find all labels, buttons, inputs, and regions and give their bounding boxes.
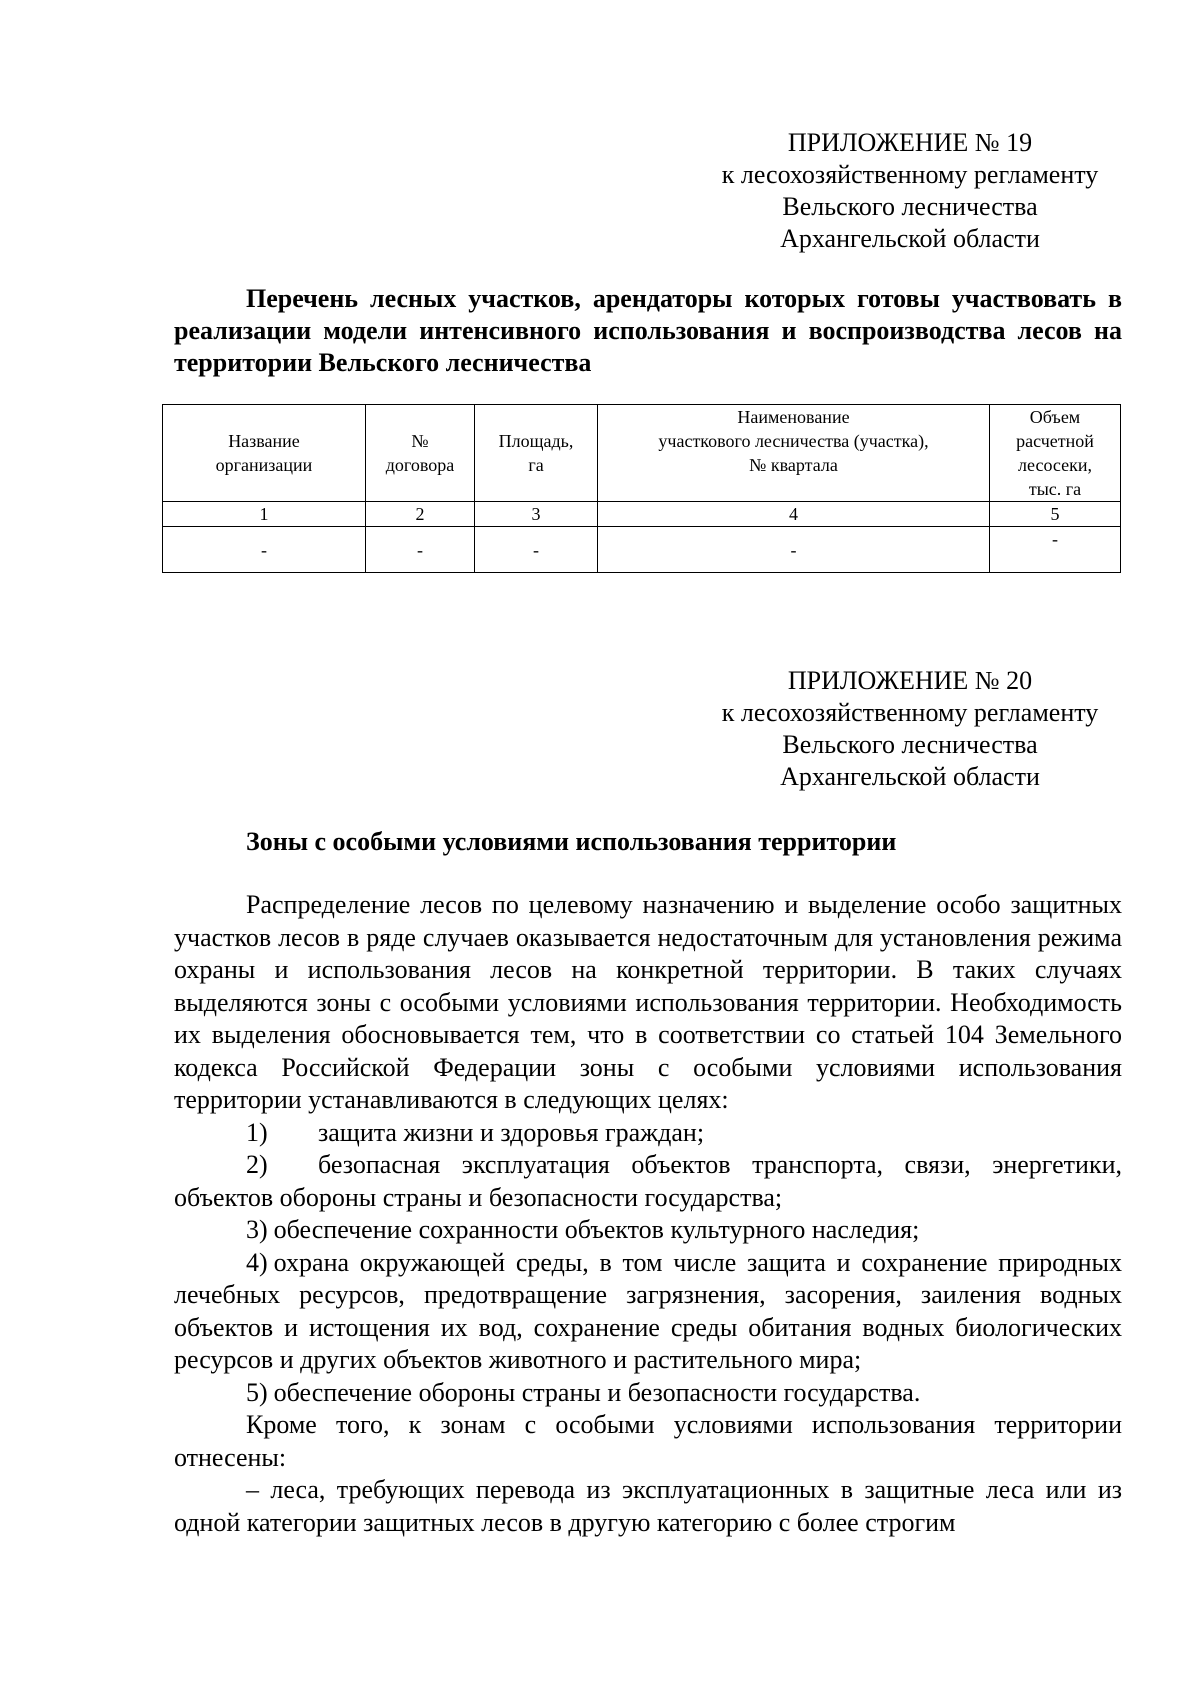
- table-cell: -: [475, 527, 598, 573]
- table-cell: 2: [366, 502, 475, 527]
- appendix-19-heading: Перечень лесных участков, арендаторы которых готовы участвовать в реализации модели интенсивного использования и воспроизводства лесов на территории Вельского лесничества: [174, 284, 1122, 377]
- list-item: 4) охрана окружающей среды, в том числе защита и сохранение природных лечебных ресурсов, предотвращение загрязнения, засорения, заиления водных объектов и истощения их вод, сохранение среды обитания водных биологических ресурсов и других объектов животного и растительного мира;: [174, 1247, 1122, 1374]
- table-cell: -: [598, 527, 990, 573]
- table-header-volume: Объем расчетной лесосеки, тыс. га: [990, 405, 1121, 502]
- table-cell: 4: [598, 502, 990, 527]
- appendix-19-header: [690, 127, 1130, 255]
- table-cell: -: [990, 527, 1121, 573]
- appendix-20-forestry: Вельского лесничества: [782, 730, 1038, 759]
- appendix-20-body: [174, 889, 1122, 1539]
- appendix-20-region: Архангельской области: [780, 762, 1040, 791]
- table-cell: 5: [990, 502, 1121, 527]
- appendix-19-region: Архангельской области: [780, 224, 1040, 253]
- appendix-19-forestry: Вельского лесничества: [782, 192, 1038, 221]
- body-paragraph: Кроме того, к зонам с особыми условиями использования территории отнесены:: [174, 1410, 1122, 1472]
- list-item: 3) обеспечение сохранности объектов культурного наследия;: [246, 1215, 920, 1244]
- list-item: 1) защита жизни и здоровья граждан;: [246, 1117, 705, 1147]
- table-number-row: [163, 502, 1121, 527]
- list-item: 2) безопасная эксплуатация объектов транспорта, связи, энергетики, объектов обороны страны и безопасности государства;: [174, 1150, 1122, 1212]
- table-header-area: Площадь, га: [475, 405, 598, 502]
- table-cell: 3: [475, 502, 598, 527]
- body-paragraph: – леса, требующих перевода из эксплуатационных в защитные леса или из одной категории защитных лесов в другую категорию с более строгим: [174, 1475, 1122, 1537]
- table-cell: -: [366, 527, 475, 573]
- body-paragraph: Распределение лесов по целевому назначению и выделение особо защитных участков лесов в ряде случаев оказывается недостаточным для установления режима охраны и использования лесов на конкретной территории. В таких случаях выделяются зоны с особыми условиями использования территории. Необходимость их выделения обосновывается тем, что в соответствии со статьей 104 Земельного кодекса Российской Федерации зоны с особыми условиями использования территории устанавливаются в следующих целях:: [174, 890, 1122, 1114]
- table-header-contract: № договора: [366, 405, 475, 502]
- appendix-20-heading: Зоны с особыми условиями использования территории: [246, 827, 897, 856]
- appendix-20-header: [690, 665, 1130, 793]
- forest-plots-table: [162, 404, 1121, 573]
- appendix-20-title: ПРИЛОЖЕНИЕ № 20: [787, 666, 1033, 695]
- table-header-forestry-quarter: Наименование участкового лесничества (участка), № квартала: [598, 405, 990, 502]
- table-header-organization: Название организации: [163, 405, 366, 502]
- list-item: 5) обеспечение обороны страны и безопасности государства.: [246, 1377, 921, 1407]
- table-header-row: [163, 405, 1121, 502]
- appendix-20-subtitle: к лесохозяйственному регламенту: [721, 698, 1099, 727]
- table-cell: -: [163, 527, 366, 573]
- appendix-19-subtitle: к лесохозяйственному регламенту: [721, 160, 1099, 189]
- table-row: [163, 527, 1121, 573]
- table-cell: 1: [163, 502, 366, 527]
- appendix-19-title: ПРИЛОЖЕНИЕ № 19: [787, 128, 1033, 157]
